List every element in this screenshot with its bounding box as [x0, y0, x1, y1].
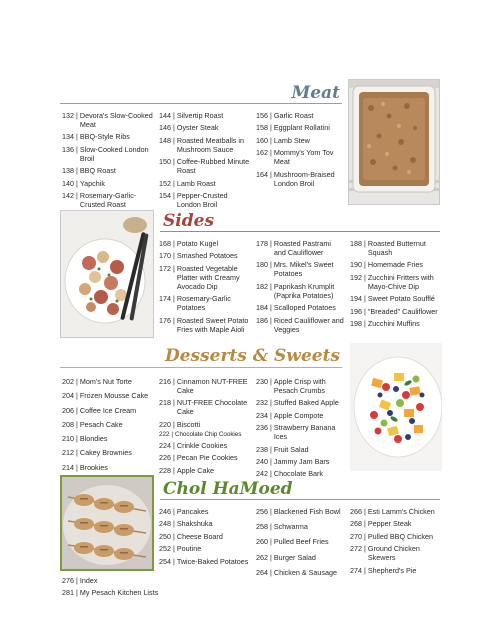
desserts-column-2 — [159, 377, 253, 478]
fruit-salad-illustration — [350, 343, 442, 471]
desserts-heading: Desserts & Sweets — [164, 346, 340, 366]
toc-entry[interactable]: 226 | Pecan Pie Cookies — [159, 453, 238, 463]
chol-heading: Chol HaMoed — [163, 479, 293, 499]
toc-entry[interactable]: 174 | Rosemary-Garlic Potatoes — [159, 294, 231, 313]
meat-column-2 — [159, 111, 251, 212]
toc-entry[interactable]: 270 | Pulled BBQ Chicken — [350, 531, 433, 541]
toc-entry[interactable]: 144 | Silvertip Roast — [159, 111, 224, 120]
toc-entry-kitchen-lists[interactable]: 281 | My Pesach Kitchen Lists — [62, 588, 159, 598]
toc-entry[interactable]: 168 | Potato Kugel — [159, 239, 219, 248]
desserts-photo — [350, 343, 442, 471]
toc-entry[interactable]: 186 | Riced Cauliflower and Veggies — [256, 315, 344, 334]
toc-entry[interactable]: 250 | Cheese Board — [159, 531, 223, 541]
toc-entry[interactable]: 136 | Slow-Cooked London Broil — [62, 144, 149, 163]
meat-casserole-illustration — [349, 80, 440, 205]
toc-entry[interactable]: 230 | Apple Crisp with Pesach Crumbs — [256, 377, 326, 395]
chol-heading-rule — [160, 499, 440, 500]
toc-entry[interactable]: 158 | Eggplant Rollatini — [256, 123, 330, 133]
toc-entry[interactable]: 140 | Yapchik — [62, 178, 105, 188]
toc-entry[interactable]: 268 | Pepper Steak — [350, 519, 412, 529]
toc-entry[interactable]: 164 | Mushroom-Braised London Broil — [256, 169, 335, 188]
toc-entry[interactable]: 218 | NUT-FREE Chocolate Cake — [159, 398, 248, 417]
toc-entry[interactable]: 160 | Lamb Stew — [256, 135, 310, 145]
meat-column-1 — [62, 111, 154, 212]
toc-entry[interactable]: 220 | Biscotti — [159, 419, 201, 429]
toc-entry[interactable]: 132 | Devora's Slow-Cooked Meat — [62, 111, 153, 129]
toc-entry[interactable]: 248 | Shakshuka — [159, 519, 213, 529]
toc-entry[interactable]: 190 | Homemade Fries — [350, 260, 423, 270]
meat-heading: Meat — [291, 83, 340, 103]
toc-entry[interactable]: 176 | Roasted Sweet Potato Fries with Maple Aioli — [159, 315, 249, 334]
toc-entry[interactable]: 178 | Roasted Pastrami and Cauliflower — [256, 239, 331, 257]
toc-entry[interactable]: 260 | Pulled Beef Fries — [256, 537, 329, 547]
toc-entry[interactable]: 134 | BBQ-Style Ribs — [62, 132, 130, 142]
toc-entry[interactable]: 188 | Roasted Butternut Squash — [350, 239, 426, 257]
toc-entry[interactable]: 240 | Jammy Jam Bars — [256, 456, 330, 466]
toc-entry[interactable]: 180 | Mrs. Mikel's Sweet Potatoes — [256, 260, 334, 279]
chol-column-1 — [159, 507, 251, 569]
toc-entry[interactable]: 214 | Brookies — [62, 462, 108, 472]
toc-entry[interactable]: 258 | Schwarma — [256, 522, 308, 532]
toc-entry[interactable]: 146 | Oyster Steak — [159, 123, 219, 133]
toc-entry[interactable]: 216 | Cinnamon NUT-FREE Cake — [159, 377, 248, 395]
toc-entry[interactable]: 274 | Shepherd's Pie — [350, 565, 417, 575]
toc-entry[interactable]: 256 | Blackened Fish Bowl — [256, 507, 341, 516]
toc-entry[interactable]: 148 | Roasted Meatballs in Mushroom Sauce — [159, 135, 244, 154]
chol-column-3 — [350, 507, 442, 578]
toc-entry[interactable]: 170 | Smashed Potatoes — [159, 251, 238, 261]
toc-entry[interactable]: 266 | Esti Lamm's Chicken — [350, 507, 435, 516]
desserts-column-3 — [256, 377, 344, 482]
toc-entry[interactable]: 228 | Apple Cake — [159, 465, 215, 475]
toc-entry[interactable]: 202 | Mom's Nut Torte — [62, 377, 132, 386]
chol-column-2 — [256, 507, 346, 583]
toc-entry[interactable]: 238 | Fruit Salad — [256, 444, 309, 454]
toc-entry[interactable]: 222 | Chocolate Chip Cookies — [159, 431, 242, 439]
toc-entry[interactable]: 196 | "Breaded" Cauliflower — [350, 306, 438, 316]
roasted-potatoes-illustration — [61, 211, 154, 338]
toc-entry[interactable]: 246 | Pancakes — [159, 507, 209, 516]
toc-entry[interactable]: 206 | Coffee Ice Cream — [62, 405, 137, 415]
toc-entry[interactable]: 234 | Apple Compote — [256, 410, 324, 420]
toc-entry[interactable]: 154 | Pepper-Crusted London Broil — [159, 190, 228, 209]
toc-entry[interactable]: 198 | Zucchini Muffins — [350, 318, 420, 328]
toc-entry[interactable]: 172 | Roasted Vegetable Platter with Creamy Avocado Dip — [159, 263, 240, 291]
sides-column-1 — [159, 239, 251, 337]
toc-entry[interactable]: 254 | Twice-Baked Potatoes — [159, 556, 249, 566]
chol-photo — [60, 475, 154, 571]
toc-entry[interactable]: 224 | Crinkle Cookies — [159, 440, 228, 450]
toc-entry[interactable]: 264 | Chicken & Sausage — [256, 567, 338, 577]
chicken-skewers-illustration — [62, 477, 152, 569]
toc-entry-index[interactable]: 276 | Index — [62, 576, 98, 585]
toc-entry[interactable]: 150 | Coffee-Rubbed Minute Roast — [159, 157, 250, 176]
toc-entry[interactable]: 242 | Chocolate Bark — [256, 469, 324, 479]
toc-entry[interactable]: 192 | Zucchini Fritters with Mayo-Chive Dip — [350, 272, 434, 291]
sides-column-2 — [256, 239, 344, 337]
desserts-heading-rule — [60, 367, 342, 368]
toc-entry[interactable]: 236 | Strawberry Banana Ices — [256, 423, 336, 442]
toc-entry[interactable]: 252 | Poutine — [159, 544, 202, 554]
sides-heading-rule — [160, 231, 440, 232]
toc-entry[interactable]: 232 | Stuffed Baked Apple — [256, 398, 339, 408]
toc-entry[interactable]: 272 | Ground Chicken Skewers — [350, 544, 420, 563]
meat-photo — [348, 79, 440, 205]
toc-entry[interactable]: 208 | Pesach Cake — [62, 419, 123, 429]
toc-entry[interactable]: 204 | Frozen Mousse Cake — [62, 391, 149, 401]
meat-column-3 — [256, 111, 344, 191]
toc-entry[interactable]: 184 | Scalloped Potatoes — [256, 303, 336, 313]
meat-heading-rule — [60, 103, 342, 104]
toc-entry[interactable]: 212 | Cakey Brownies — [62, 448, 132, 458]
back-matter-list — [62, 576, 212, 601]
desserts-column-1 — [62, 377, 154, 477]
toc-entry[interactable]: 182 | Paprikash Krumplit (Paprika Potatoes) — [256, 281, 335, 300]
sides-heading: Sides — [163, 211, 215, 231]
toc-entry[interactable]: 152 | Lamb Roast — [159, 178, 216, 188]
sides-photo — [60, 210, 154, 338]
toc-entry[interactable]: 210 | Blondies — [62, 434, 108, 444]
toc-entry[interactable]: 194 | Sweet Potato Soufflé — [350, 294, 435, 304]
toc-entry[interactable]: 138 | BBQ Roast — [62, 166, 116, 176]
toc-entry[interactable]: 162 | Mommy's Yom Tov Meat — [256, 148, 334, 167]
sides-column-3 — [350, 239, 442, 331]
toc-entry[interactable]: 142 | Rosemary-Garlic-Crusted Roast — [62, 190, 137, 209]
toc-entry[interactable]: 156 | Garlic Roast — [256, 111, 314, 120]
toc-entry[interactable]: 262 | Burger Salad — [256, 552, 316, 562]
